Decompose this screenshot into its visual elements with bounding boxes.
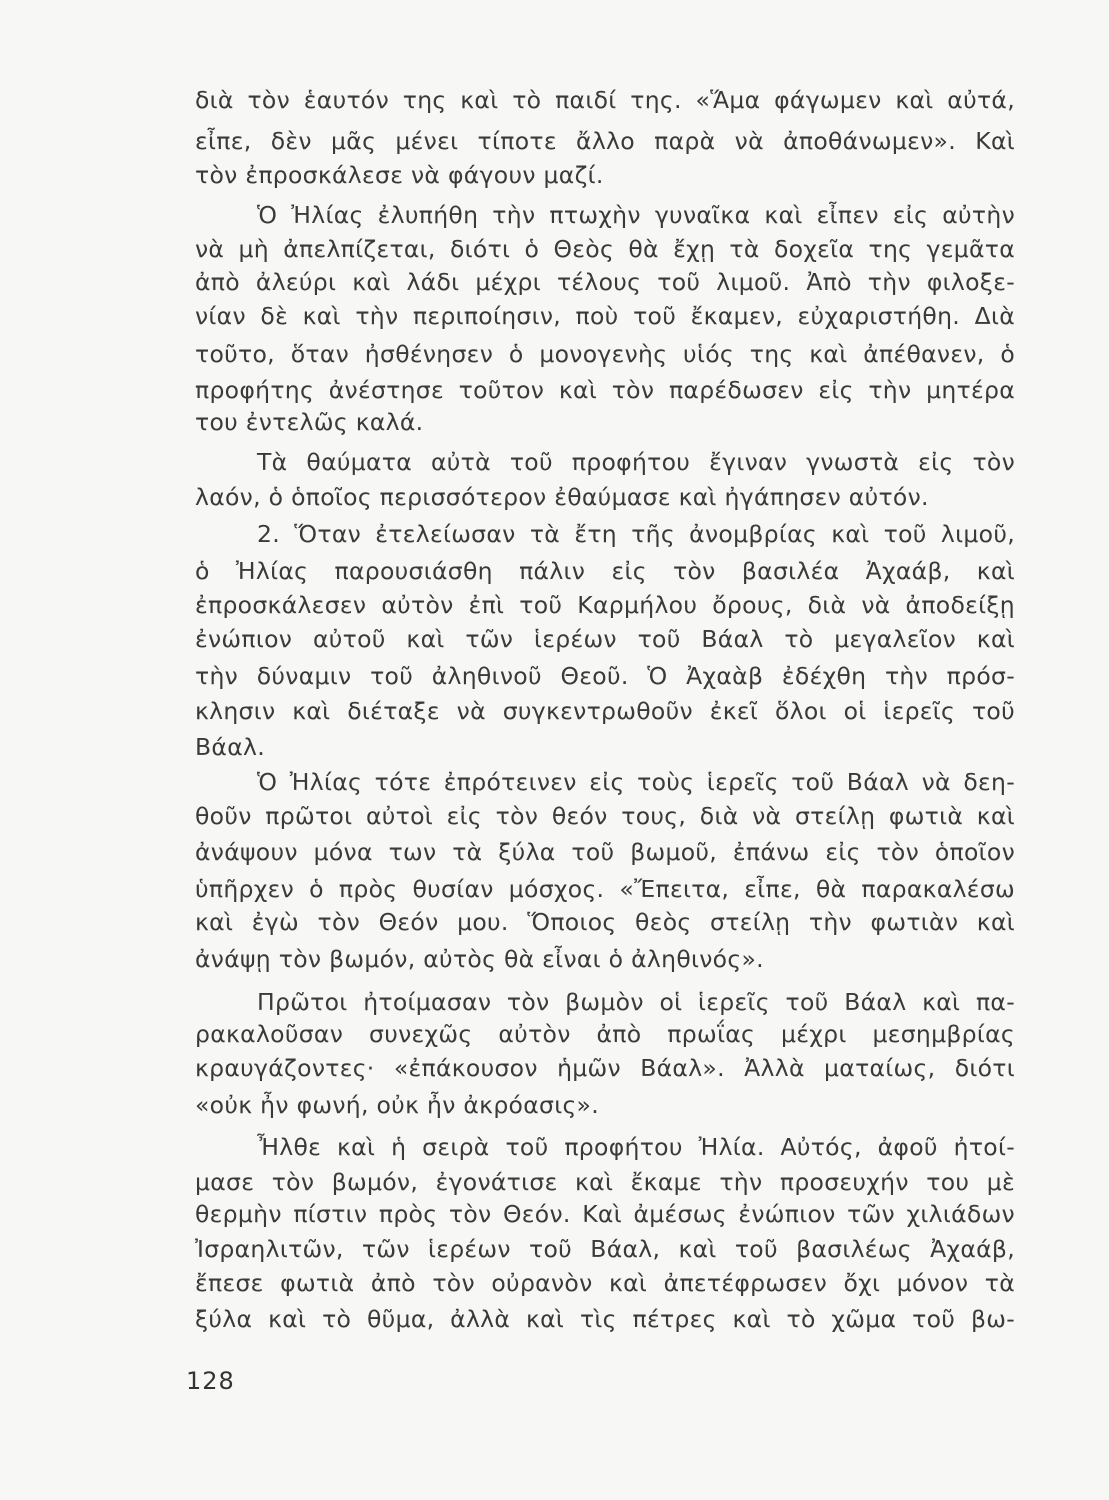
text-line: ἀνάψουν μόνα των τὰ ξύλα τοῦ βωμοῦ, ἐπάνω εἰς τὸν ὁποῖον <box>195 838 1015 866</box>
text-line: «οὐκ ἦν φωνή, οὐκ ἦν ἀκρόασις». <box>195 1091 600 1119</box>
text-line: του ἐντελῶς καλά. <box>195 408 424 436</box>
paragraph-start-line: Ὁ Ἠλίας ἐλυπήθη τὴν πτωχὴν γυναῖκα καὶ εἶπεν εἰς αὐτὴν <box>257 201 1015 229</box>
text-line: ἐπροσκάλεσεν αὐτὸν ἐπὶ τοῦ Καρμήλου ὄρους, διὰ νὰ ἀποδείξῃ <box>195 591 1015 619</box>
text-line: ὑπῆρχεν ὁ πρὸς θυσίαν μόσχος. «Ἔπειτα, εἶπε, θὰ παρακαλέσω <box>195 875 1015 903</box>
text-line: ἐνώπιον αὐτοῦ καὶ τῶν ἱερέων τοῦ Βάαλ τὸ μεγαλεῖον καὶ <box>195 625 1015 653</box>
paragraph-start-line: Ὁ Ἠλίας τότε ἐπρότεινεν εἰς τοὺς ἱερεῖς τοῦ Βάαλ νὰ δεη- <box>257 768 1015 796</box>
text-line: τοῦτο, ὅταν ἠσθένησεν ὁ μονογενὴς υἱός της καὶ ἀπέθανεν, ὁ <box>195 340 1015 368</box>
text-line: ἀπὸ ἀλεύρι καὶ λάδι μέχρι τέλους τοῦ λιμοῦ. Ἀπὸ τὴν φιλοξε- <box>195 268 1015 296</box>
text-line: ξύλα καὶ τὸ θῦμα, ἀλλὰ καὶ τὶς πέτρες καὶ τὸ χῶμα τοῦ βω- <box>195 1305 1015 1333</box>
paragraph-start-line: Τὰ θαύματα αὐτὰ τοῦ προφήτου ἔγιναν γνωστὰ εἰς τὸν <box>257 448 1015 476</box>
text-line: θερμὴν πίστιν πρὸς τὸν Θεόν. Καὶ ἀμέσως ἐνώπιον τῶν χιλιάδων <box>195 1200 1015 1228</box>
page-number: 128 <box>186 1367 235 1395</box>
text-line: διὰ τὸν ἑαυτόν της καὶ τὸ παιδί της. «Ἅμα φάγωμεν καὶ αὐτά, <box>195 86 1015 114</box>
text-line: ἔπεσε φωτιὰ ἀπὸ τὸν οὐρανὸν καὶ ἀπετέφρωσεν ὄχι μόνον τὰ <box>195 1269 1015 1297</box>
text-line: λαόν, ὁ ὁποῖος περισσότερον ἐθαύμασε καὶ ἠγάπησεν αὐτόν. <box>195 483 929 511</box>
text-line: θοῦν πρῶτοι αὐτοὶ εἰς τὸν θεόν τους, διὰ νὰ στείλῃ φωτιὰ καὶ <box>195 802 1015 830</box>
text-line: νὰ μὴ ἀπελπίζεται, διότι ὁ Θεὸς θὰ ἔχῃ τὰ δοχεῖα της γεμᾶτα <box>195 235 1015 263</box>
text-line: κλησιν καὶ διέταξε νὰ συγκεντρωθοῦν ἐκεῖ ὅλοι οἱ ἱερεῖς τοῦ <box>195 697 1015 725</box>
text-line: ὁ Ἠλίας παρουσιάσθη πάλιν εἰς τὸν βασιλέα Ἀχαάβ, καὶ <box>195 557 1015 585</box>
text-line: μασε τὸν βωμόν, ἐγονάτισε καὶ ἔκαμε τὴν προσευχήν του μὲ <box>195 1168 1015 1196</box>
text-line: προφήτης ἀνέστησε τοῦτον καὶ τὸν παρέδωσεν εἰς τὴν μητέρα <box>195 376 1015 404</box>
text-line: Ἰσραηλιτῶν, τῶν ἱερέων τοῦ Βάαλ, καὶ τοῦ βασιλέως Ἀχαάβ, <box>195 1235 1015 1263</box>
paragraph-start-line: 2. Ὅταν ἐτελείωσαν τὰ ἔτη τῆς ἀνομβρίας καὶ τοῦ λιμοῦ, <box>257 520 1015 548</box>
text-line: εἶπε, δὲν μᾶς μένει τίποτε ἄλλο παρὰ νὰ ἀποθάνωμεν». Καὶ <box>195 127 1015 155</box>
text-line: τὸν ἐπροσκάλεσε νὰ φάγουν μαζί. <box>195 161 604 189</box>
text-line: κραυγάζοντες· «ἐπάκουσον ἡμῶν Βάαλ». Ἀλλὰ ματαίως, διότι <box>195 1054 1015 1082</box>
text-line: καὶ ἐγὼ τὸν Θεόν μου. Ὅποιος θεὸς στείλῃ τὴν φωτιὰν καὶ <box>195 908 1015 936</box>
text-line: ἀνάψῃ τὸν βωμόν, αὐτὸς θὰ εἶναι ὁ ἀληθινός». <box>195 945 764 973</box>
text-line: ρακαλοῦσαν συνεχῶς αὐτὸν ἀπὸ πρωΐας μέχρι μεσημβρίας <box>195 1020 1015 1048</box>
text-line: Βάαλ. <box>195 733 265 761</box>
paragraph-start-line: Ἦλθε καὶ ἡ σειρὰ τοῦ προφήτου Ἠλία. Αὐτός, ἀφοῦ ἠτοί- <box>257 1133 1015 1161</box>
text-line: νίαν δὲ καὶ τὴν περιποίησιν, ποὺ τοῦ ἔκαμεν, εὐχαριστήθη. Διὰ <box>195 302 1015 330</box>
paragraph-start-line: Πρῶτοι ἠτοίμασαν τὸν βωμὸν οἱ ἱερεῖς τοῦ Βάαλ καὶ πα- <box>257 988 1015 1016</box>
text-line: τὴν δύναμιν τοῦ ἀληθινοῦ Θεοῦ. Ὁ Ἀχαὰβ ἐδέχθη τὴν πρόσ- <box>195 662 1015 690</box>
